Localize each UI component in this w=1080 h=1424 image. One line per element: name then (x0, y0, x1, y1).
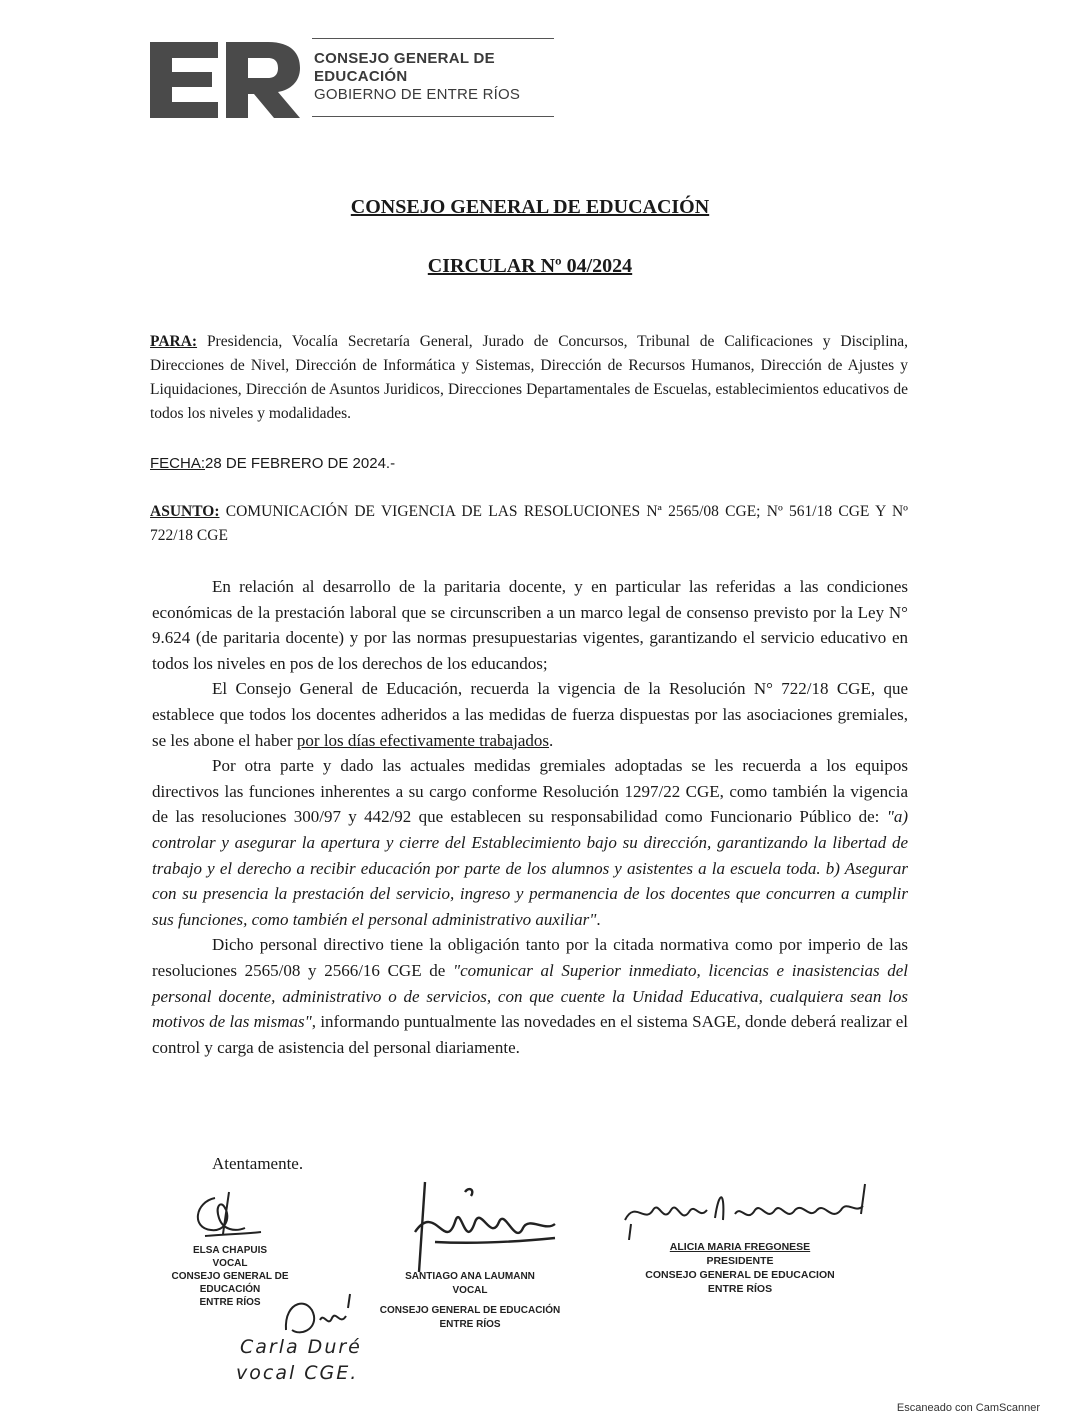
signature-block-2 (370, 1270, 570, 1332)
p4-quote: "comunicar al Superior inmediato, licencias e inasistencias del personal docente, administrativo o de servicios, con que cuente la Unidad Educativa, cualquiera sean los motivos de las mismas" (152, 960, 908, 1032)
p2-underlined: por los días efectivamente trabajados (296, 730, 549, 750)
signer-place: ENTRE RÍOS (707, 1283, 773, 1295)
signer-role: VOCAL (212, 1258, 248, 1269)
signer-role: VOCAL (452, 1285, 488, 1296)
date-text: 28 DE FEBRERO DE 2024.- (205, 455, 396, 472)
subject-text: COMUNICACIÓN DE VIGENCIA DE LAS RESOLUCIONES Nª 2565/08 CGE; Nº 561/18 CGE Y Nº 722/18 CGE (150, 503, 908, 544)
signature-scribble-3 (615, 1180, 885, 1240)
document-title: CONSEJO GENERAL DE EDUCACIÓN (350, 196, 710, 218)
p3-text: Por otra parte y dado las actuales medidas gremiales adoptadas se les recuerda a los equipos directivos las funciones inherentes a su cargo conforme Resolución 1297/22 CGE, como también la vigencia de las resoluciones 300/97 y 442/92 que establecen su responsabilidad como Funcionario Público de: (152, 756, 908, 827)
signer-name: ALICIA MARIA FREGONESE (669, 1241, 811, 1253)
org-name-line1: CONSEJO GENERAL DE (314, 50, 495, 67)
p2-text: El Consejo General de Educación, recuerda la vigencia de la Resolución N° 722/18 CGE, que establece que todos los docentes adheridos a las medidas de fuerza dispuestas por las asociaciones gremiales, se les abone el haber (152, 679, 908, 750)
signer-org: CONSEJO GENERAL DE EDUCACIÓN (171, 1271, 289, 1295)
signer-name: SANTIAGO ANA LAUMANN (405, 1271, 535, 1282)
signer-name: ELSA CHAPUIS (192, 1245, 268, 1256)
signer-place: ENTRE RÍOS (199, 1297, 261, 1308)
signature-scribble-1 (185, 1188, 265, 1244)
closing: Atentamente. (212, 1154, 304, 1173)
org-name-line2: EDUCACIÓN (314, 68, 408, 85)
p4-end: , informando puntualmente las novedades en el sistema SAGE, donde deberá realizar el control y carga de asistencia del personal diariamente. (152, 1012, 908, 1057)
body-paragraph-3 (152, 753, 908, 932)
scanner-watermark: Escaneado con CamScanner (896, 1402, 1040, 1414)
p3-end: . (596, 909, 601, 929)
signer-role: PRESIDENTE (706, 1255, 774, 1267)
body-text (152, 574, 908, 1060)
body-paragraph-1: En relación al desarrollo de la paritaria docente, y en particular las referidas a las condiciones económicas de la prestación laboral que se circunscriben a un marco legal de consenso previsto por la Ley N° 9.624 (de paritaria docente) y por las normas presupuestarias vigentes, garantizando el servicio educativo en todos los niveles en pos de los derechos de los educandos; (152, 577, 908, 673)
signer-org: CONSEJO GENERAL DE EDUCACIÓN (379, 1305, 561, 1316)
handwritten-name: Carla Duré (240, 1336, 362, 1358)
er-logo-mark (150, 40, 302, 120)
signature-block-3 (630, 1240, 850, 1296)
header-rule-bottom (312, 116, 554, 117)
recipients-text: Presidencia, Vocalía Secretaría General, Jurado de Concursos, Tribunal de Calificaciones y Disciplina, Direcciones de Nivel, Dirección de Informática y Sistemas, Dirección de Recursos Humanos, Dirección de Ajustes y Liquidaciones, Dirección de Asuntos Juridicos, Direcciones Departamentales de Escuelas, establecimientos educativos de todos los niveles y modalidades. (150, 333, 909, 422)
signer-place: ENTRE RÍOS (439, 1319, 501, 1330)
body-paragraph-4 (152, 932, 908, 1060)
body-paragraph-2 (152, 676, 908, 753)
date-line (150, 455, 395, 472)
p2-end: . (549, 730, 554, 750)
header-rule-top (312, 38, 554, 39)
signer-org: CONSEJO GENERAL DE EDUCACION (645, 1269, 835, 1281)
subject-label: ASUNTO: (150, 503, 220, 520)
handwritten-role: vocal CGE. (236, 1362, 359, 1384)
org-government: GOBIERNO DE ENTRE RÍOS (314, 86, 521, 103)
date-label: FECHA: (150, 455, 206, 472)
p4-text: Dicho personal directivo tiene la obligación tanto por la citada normativa como por imperio de las resoluciones 2565/08 y 2566/16 CGE de (152, 935, 908, 980)
p3-quote: "a) controlar y asegurar la apertura y cierre del Establecimiento bajo su dirección, garantizando la libertad de trabajo y el derecho a recibir educación por parte de los alumnos y asistentes a la escuela toda. b) Asegurar con su presencia la prestación del servicio, ingreso y permanencia de los docentes que concurren a cumplir sus funciones, como también el personal administrativo auxiliar" (152, 807, 908, 929)
circular-number: CIRCULAR Nº 04/2024 (427, 255, 633, 277)
signature-scribble-4 (280, 1290, 360, 1340)
recipients-label: PARA: (150, 333, 198, 350)
subject-block (150, 500, 908, 548)
signature-scribble-2 (395, 1172, 565, 1282)
recipients-block (150, 330, 908, 426)
org-header (312, 38, 554, 122)
